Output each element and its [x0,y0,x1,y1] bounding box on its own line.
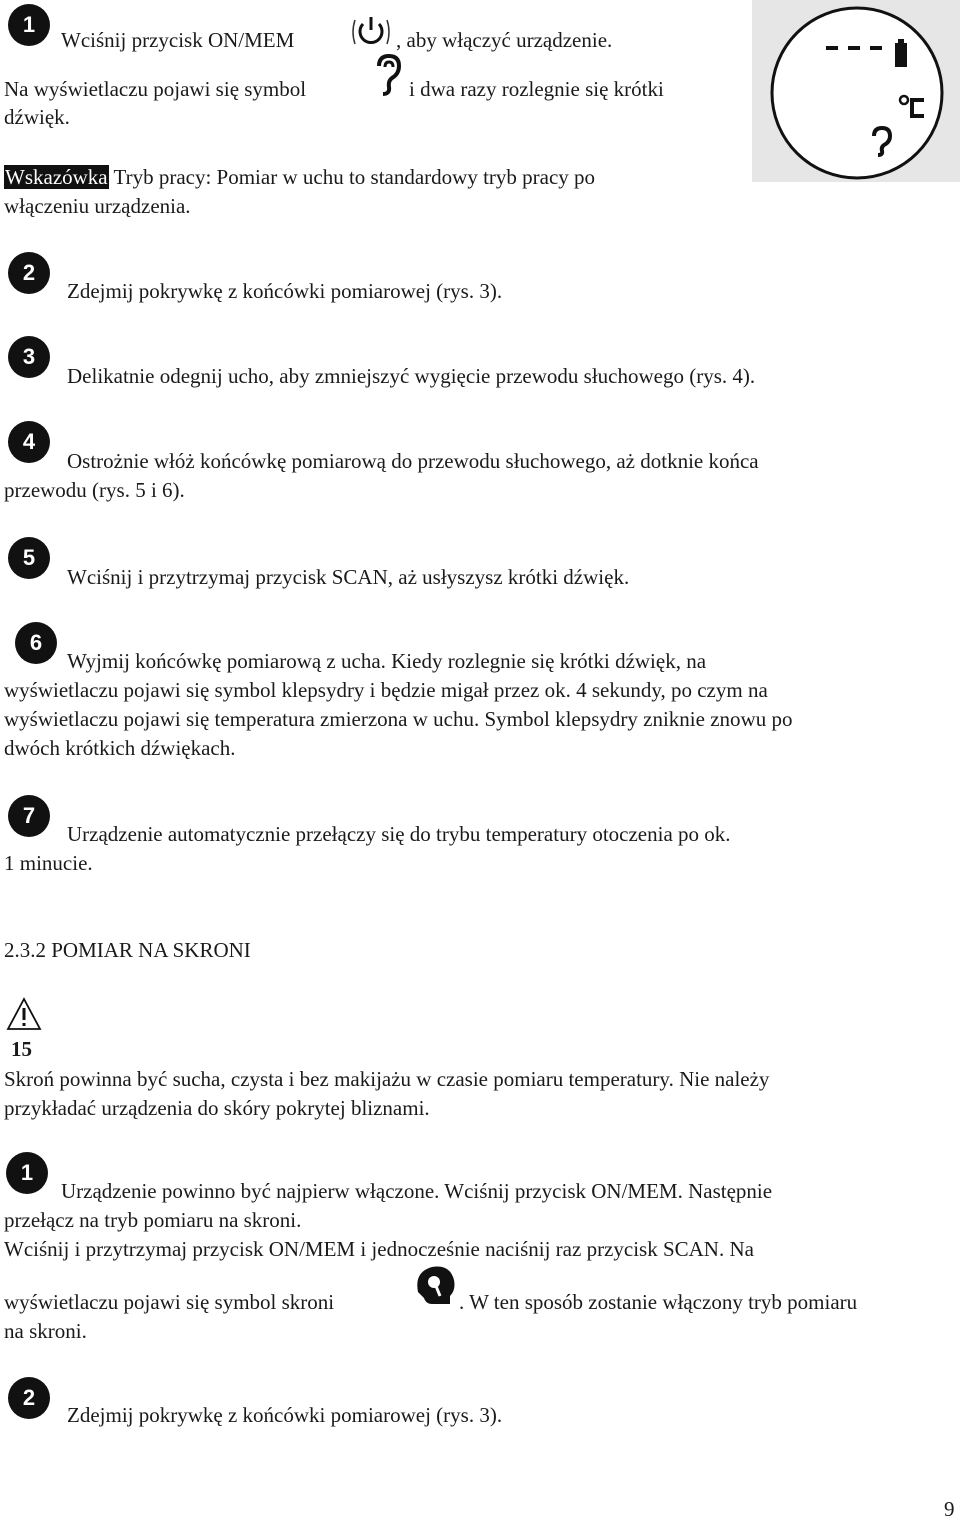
step-1-line-1-before: Wciśnij przycisk ON/MEM [61,28,295,52]
temple-step-1-line-4-after: . W ten sposób zostanie włączony tryb pomiaru [459,1290,858,1314]
step-5-badge: 5 [8,537,50,579]
section-heading: 2.3.2 POMIAR NA SKRONI [4,938,251,962]
lcd-display-illustration [752,0,960,182]
step-7-line-2: 1 minucie. [4,851,93,875]
step-1-line-2-before: Na wyświetlaczu pojawi się symbol [4,77,307,101]
temple-step-2-text: Zdejmij pokrywkę z końcówki pomiarowej (rys. 3). [67,1403,503,1427]
hint-line-2: włączeniu urządzenia. [4,194,191,218]
step-6-line-4: dwóch krótkich dźwiękach. [4,736,236,760]
temple-step-2-badge: 2 [8,1377,50,1419]
temple-step-1-line-2: przełącz na tryb pomiaru na skroni. [4,1208,302,1232]
warning-line-2: przykładać urządzenia do skóry pokrytej bliznami. [4,1096,430,1120]
step-6-badge: 6 [15,622,57,664]
step-2-text: Zdejmij pokrywkę z końcówki pomiarowej (rys. 3). [67,279,503,303]
temple-step-1-line-4-before: wyświetlaczu pojawi się symbol skroni [4,1290,335,1314]
hint-text: Tryb pracy: Pomiar w uchu to standardowy tryb pracy po [108,165,596,189]
step-2-badge: 2 [8,252,50,294]
step-6-line-3: wyświetlaczu pojawi się temperatura zmierzona w uchu. Symbol klepsydry zniknie znowu po [4,707,793,731]
step-1-line-2-after: i dwa razy rozlegnie się krótki [409,77,664,101]
step-1-line-3: dźwięk. [4,105,70,129]
step-4-badge: 4 [8,421,50,463]
warning-triangle-icon [6,997,42,1031]
warning-line-1: Skroń powinna być sucha, czysta i bez makijażu w czasie pomiaru temperatury. Nie należy [4,1067,770,1091]
warning-number: 15 [11,1037,32,1061]
step-1-badge: 1 [8,4,50,46]
step-3-badge: 3 [8,336,50,378]
step-6-line-1: Wyjmij końcówkę pomiarową z ucha. Kiedy rozlegnie się krótki dźwięk, na [67,649,707,673]
step-5-text: Wciśnij i przytrzymaj przycisk SCAN, aż usłyszysz krótki dźwięk. [67,565,630,589]
power-icon [349,12,393,52]
step-6-line-2: wyświetlaczu pojawi się symbol klepsydry i będzie migał przez ok. 4 sekundy, po czym na [4,678,768,702]
ear-icon [373,54,403,98]
temple-step-1-line-1: Urządzenie powinno być najpierw włączone. Wciśnij przycisk ON/MEM. Następnie [61,1179,773,1203]
hint-label: Wskazówka [5,165,108,189]
step-7-badge: 7 [8,795,50,837]
temple-step-1-line-5: na skroni. [4,1319,87,1343]
hint-line-1 [4,163,595,191]
page-number: 9 [944,1497,955,1521]
step-7-line-1: Urządzenie automatycznie przełączy się do trybu temperatury otoczenia po ok. [67,822,731,846]
temple-step-1-line-3: Wciśnij i przytrzymaj przycisk ON/MEM i jednocześnie naciśnij raz przycisk SCAN. Na [4,1237,754,1261]
temple-step-1-badge: 1 [6,1152,48,1194]
step-1-line-1-after: , aby włączyć urządzenie. [396,28,613,52]
temple-mode-icon [410,1262,458,1310]
step-4-line-1: Ostrożnie włóż końcówkę pomiarową do przewodu słuchowego, aż dotknie końca [67,449,759,473]
step-3-text: Delikatnie odegnij ucho, aby zmniejszyć wygięcie przewodu słuchowego (rys. 4). [67,364,756,388]
step-4-line-2: przewodu (rys. 5 i 6). [4,478,185,502]
